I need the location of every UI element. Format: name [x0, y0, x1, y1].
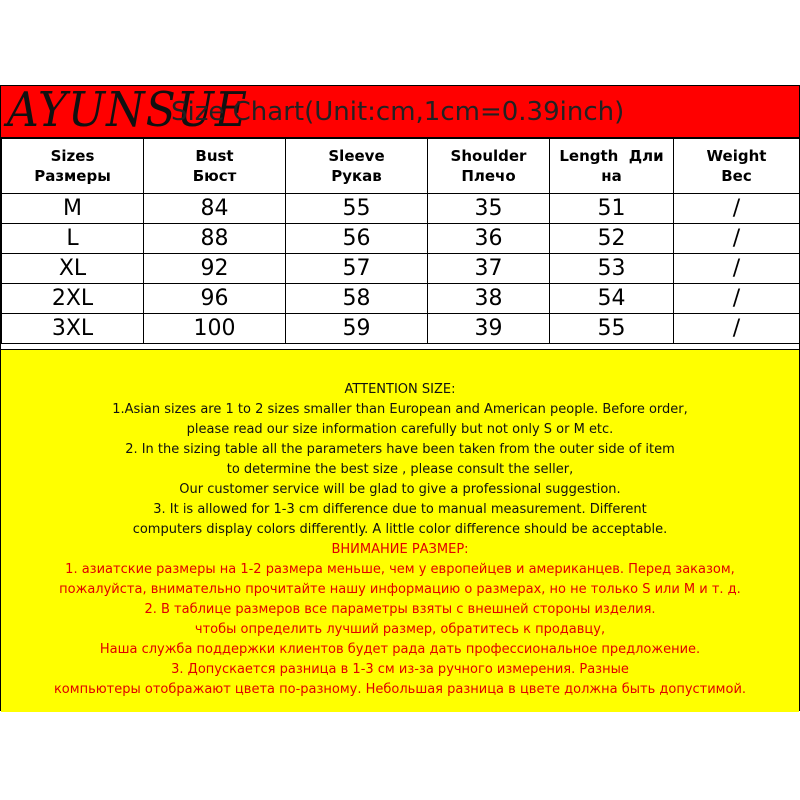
note-ru-heading: ВНИМАНИЕ РАЗМЕР: — [331, 542, 469, 557]
cell-weight: / — [674, 224, 800, 254]
note-ru-line: 2. В таблице размеров все параметры взяты с внешней стороны изделия. — [144, 602, 656, 617]
cell-length: 51 — [550, 194, 674, 224]
cell-length: 54 — [550, 284, 674, 314]
header-sizes: Sizes Размеры — [2, 139, 144, 194]
table-row — [2, 194, 800, 224]
note-en-line: Our customer service will be glad to give a professional suggestion. — [179, 482, 621, 497]
table-row — [2, 314, 800, 344]
header-shoulder: Shoulder Плечо — [428, 139, 550, 194]
cell-weight: / — [674, 284, 800, 314]
cell-shoulder: 37 — [428, 254, 550, 284]
cell-size: XL — [2, 254, 144, 284]
header-weight: Weight Вес — [674, 139, 800, 194]
cell-bust: 92 — [144, 254, 286, 284]
table-header-row — [2, 139, 800, 194]
cell-sleeve: 56 — [286, 224, 428, 254]
cell-weight: / — [674, 194, 800, 224]
note-ru-line: Наша служба поддержки клиентов будет рада дать профессиональное предложение. — [99, 642, 701, 657]
note-en-heading: ATTENTION SIZE: — [344, 382, 456, 397]
note-en-line: computers display colors differently. A little color difference should be acceptable. — [132, 522, 668, 537]
cell-shoulder: 35 — [428, 194, 550, 224]
note-en-line: 3. It is allowed for 1-3 cm difference due to manual measurement. Different — [153, 502, 647, 517]
note-ru-line: 3. Допускается разница в 1-3 см из-за ручного измерения. Разные — [171, 662, 629, 677]
note-ru-line: чтобы определить лучший размер, обратитесь к продавцу, — [194, 622, 606, 637]
brand-logo: AYUNSUE — [7, 82, 248, 138]
cell-bust: 84 — [144, 194, 286, 224]
chart-title: Size Chart(Unit:cm,1cm=0.39inch) — [171, 97, 625, 127]
cell-bust: 88 — [144, 224, 286, 254]
header-sleeve: Sleeve Рукав — [286, 139, 428, 194]
size-chart — [0, 82, 800, 711]
header-length: Length Дли на — [550, 139, 674, 194]
note-ru-line: 1. азиатские размеры на 1-2 размера меньше, чем у европейцев и американцев. Перед заказом, — [65, 562, 735, 577]
cell-weight: / — [674, 314, 800, 344]
header-bust: Bust Бюст — [144, 139, 286, 194]
table-row — [2, 224, 800, 254]
table-row — [2, 254, 800, 284]
cell-shoulder: 38 — [428, 284, 550, 314]
size-table — [1, 138, 800, 344]
cell-sleeve: 57 — [286, 254, 428, 284]
cell-length: 53 — [550, 254, 674, 284]
cell-shoulder: 36 — [428, 224, 550, 254]
cell-sleeve: 55 — [286, 194, 428, 224]
note-en-line: to determine the best size , please consult the seller, — [226, 462, 574, 477]
table-row — [2, 284, 800, 314]
cell-weight: / — [674, 254, 800, 284]
note-ru-line: компьютеры отображают цвета по-разному. Небольшая разница в цвете должна быть допустимой. — [53, 682, 747, 697]
chart-header — [1, 82, 799, 138]
note-en-line: 1.Asian sizes are 1 to 2 sizes smaller than European and American people. Before order, — [112, 402, 688, 417]
cell-length: 55 — [550, 314, 674, 344]
cell-shoulder: 39 — [428, 314, 550, 344]
note-en-line: 2. In the sizing table all the parameters have been taken from the outer side of item — [125, 442, 675, 457]
attention-note — [1, 349, 799, 712]
note-ru-line: пожалуйста, внимательно прочитайте нашу информацию о размерах, но не только S или M и т. д. — [59, 582, 741, 597]
cell-sleeve: 59 — [286, 314, 428, 344]
cell-sleeve: 58 — [286, 284, 428, 314]
cell-bust: 96 — [144, 284, 286, 314]
cell-size: M — [2, 194, 144, 224]
cell-size: 3XL — [2, 314, 144, 344]
note-en-line: please read our size information carefully but not only S or M etc. — [186, 422, 614, 437]
cell-bust: 100 — [144, 314, 286, 344]
cell-size: 2XL — [2, 284, 144, 314]
cell-size: L — [2, 224, 144, 254]
cell-length: 52 — [550, 224, 674, 254]
